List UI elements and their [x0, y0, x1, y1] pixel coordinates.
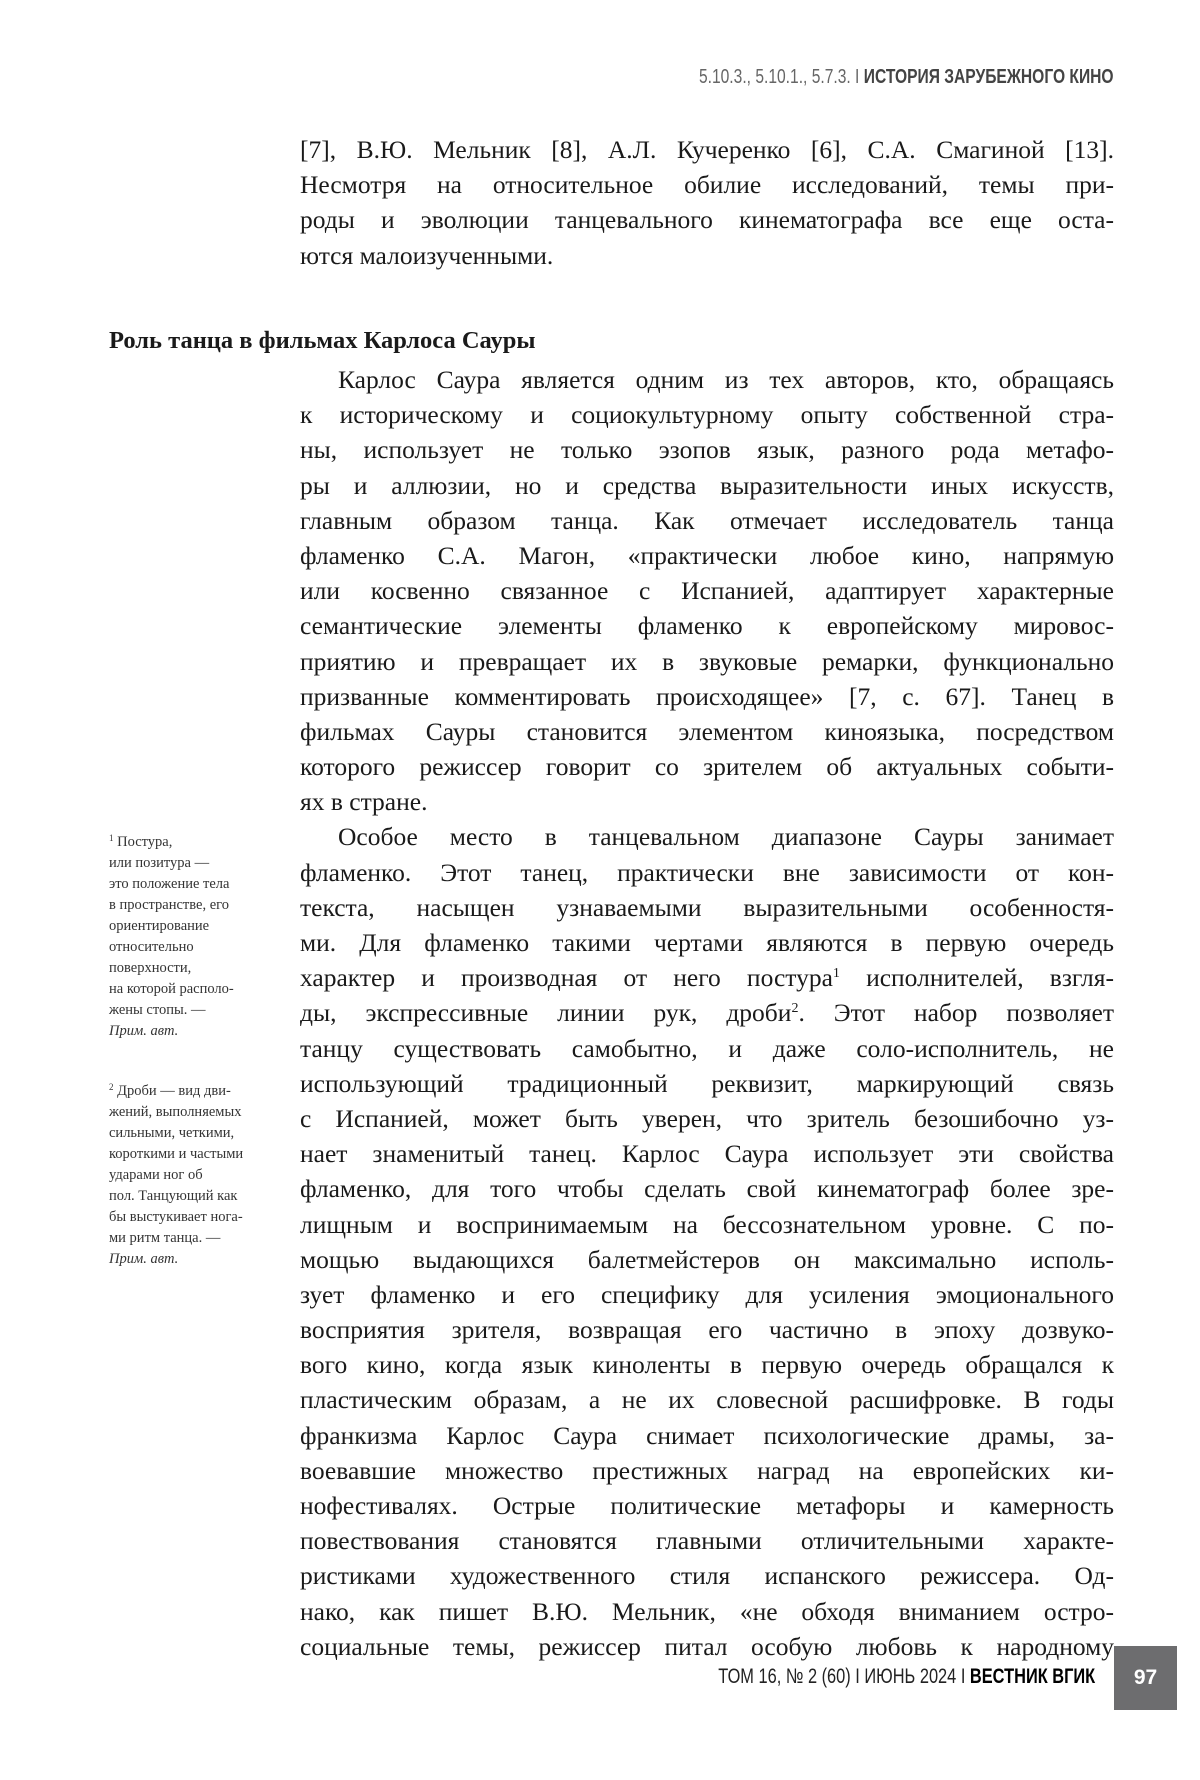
text-line: фламенко С.А. Магон, «практически любое кино, напрямую [300, 538, 1114, 573]
sidenote-text: бы выстукивает нога- [109, 1209, 243, 1225]
text-segment: ды, экспрессивные линии рук, дроби [300, 998, 791, 1027]
text-line: использующий традиционный реквизит, маркирующий связь [300, 1066, 1114, 1101]
sidenote-text: короткими и частыми [109, 1146, 243, 1162]
sidenote-line [109, 1207, 289, 1228]
sidenote-text: ориентирование [109, 918, 209, 934]
text-segment: . Этот набор позволяет [798, 998, 1114, 1027]
sidenote-2 [109, 1081, 289, 1270]
sidenote-text: в пространстве, его [109, 897, 229, 913]
text-line: призванные комментировать происходящее» [7, с. 67]. Танец в [300, 679, 1114, 714]
text-line: зует фламенко и его специфику для усиления эмоционального [300, 1277, 1114, 1312]
sidenote-line [109, 874, 289, 895]
footer-issue: ТОМ 16, № 2 (60) I ИЮНЬ 2024 I [718, 1665, 970, 1688]
sidenote-line [109, 1000, 289, 1021]
text-line: восприятия зрителя, возвращая его частично в эпоху дозвуко- [300, 1312, 1114, 1347]
sidenote-text: относительно [109, 939, 194, 955]
sidenote-line [109, 1186, 289, 1207]
text-line: ры и аллюзии, но и средства выразительности иных искусств, [300, 468, 1114, 503]
text-line: роды и эволюции танцевального кинематографа все еще оста- [300, 202, 1114, 237]
sidenote-text: пол. Танцующий как [109, 1188, 237, 1204]
sidenote-line [109, 916, 289, 937]
footer-journal: ВЕСТНИК ВГИК [970, 1665, 1095, 1688]
sidenote-text: поверхности, [109, 960, 191, 976]
sidenote-line [109, 1102, 289, 1123]
text-line: ми. Для фламенко такими чертами являются в первую очередь [300, 925, 1114, 960]
sidenote-1 [109, 832, 289, 1042]
sidenote-text: ми ритм танца. — [109, 1230, 220, 1246]
text-line: ны, использует не только эзопов язык, разного рода метафо- [300, 432, 1114, 467]
text-line: главным образом танца. Как отмечает исследователь танца [300, 503, 1114, 538]
text-line: или косвенно связанное с Испанией, адаптирует характерные [300, 573, 1114, 608]
text-line: нает знаменитый танец. Карлос Саура использует эти свойства [300, 1136, 1114, 1171]
text-line: социальные темы, режиссер питал особую любовь к народному [300, 1629, 1114, 1664]
text-line: пластическим образам, а не их словесной расшифровке. В годы [300, 1382, 1114, 1417]
text-line: нако, как пишет В.Ю. Мельник, «не обходя вниманием остро- [300, 1594, 1114, 1629]
running-header [699, 66, 1114, 89]
text-line: текста, насыщен узнаваемыми выразительными особенностя- [300, 890, 1114, 925]
text-line: фламенко. Этот танец, практически вне зависимости от кон- [300, 855, 1114, 890]
text-line: ях в стране. [300, 784, 1114, 819]
sidenote-attribution: Прим. авт. [109, 1021, 289, 1042]
text-line: фламенко, для того чтобы сделать свой кинематограф более зре- [300, 1171, 1114, 1206]
sidenote-line [109, 1081, 289, 1102]
sidenote-line [109, 853, 289, 874]
text-line: танцу существовать самобытно, и даже соло-исполнитель, не [300, 1031, 1114, 1066]
sidenote-text: жены стопы. — [109, 1002, 205, 1018]
sidenote-number: 1 [109, 833, 114, 843]
section-heading: Роль танца в фильмах Карлоса Сауры [109, 327, 536, 355]
page-number: 97 [1114, 1646, 1177, 1710]
sidenote-text: Постура, [117, 834, 172, 850]
text-line: Особое место в танцевальном диапазоне Сауры занимает [300, 819, 1114, 854]
text-line: к историческому и социокультурному опыту собственной стра- [300, 397, 1114, 432]
sidenote-attribution: Прим. авт. [109, 1249, 289, 1270]
text-line [300, 995, 1114, 1030]
text-line: [7], В.Ю. Мельник [8], А.Л. Кучеренко [6], С.А. Смагиной [13]. [300, 132, 1114, 167]
running-footer [718, 1665, 1095, 1689]
sidenote-text: ударами ног об [109, 1167, 203, 1183]
sidenote-number: 2 [109, 1082, 114, 1092]
text-line: приятию и превращает их в звуковые ремарки, функционально [300, 644, 1114, 679]
sidenote-text: жений, выполняемых [109, 1104, 241, 1120]
text-segment: исполнителей, взгля- [840, 963, 1114, 992]
text-line [300, 960, 1114, 995]
text-line: семантические элементы фламенко к европейскому мировос- [300, 608, 1114, 643]
text-line: Несмотря на относительное обилие исследований, темы при- [300, 167, 1114, 202]
text-line: ются малоизученными. [300, 238, 1114, 273]
text-line: воевавшие множество престижных наград на европейских ки- [300, 1453, 1114, 1488]
text-segment: характер и производная от него постура [300, 963, 833, 992]
sidenote-line [109, 958, 289, 979]
sidenote-text: или позитура — [109, 855, 209, 871]
sidenote-line [109, 895, 289, 916]
text-line: повествования становятся главными отличительными характе- [300, 1523, 1114, 1558]
text-line: с Испанией, может быть уверен, что зритель безошибочно уз- [300, 1101, 1114, 1136]
body-column [300, 362, 1114, 1664]
text-line: лищным и воспринимаемым на бессознательном уровне. С по- [300, 1207, 1114, 1242]
sidenote-line [109, 832, 289, 853]
sidenote-text: Дроби — вид дви- [117, 1083, 231, 1099]
sidenote-line [109, 937, 289, 958]
footnote-ref: 1 [833, 966, 840, 981]
header-section: ИСТОРИЯ ЗАРУБЕЖНОГО КИНО [864, 66, 1114, 88]
text-line: нофестивалях. Острые политические метафоры и камерность [300, 1488, 1114, 1523]
text-line: которого режиссер говорит со зрителем об актуальных событи- [300, 749, 1114, 784]
sidenote-line [109, 1228, 289, 1249]
text-line: мощью выдающихся балетмейстеров он максимально исполь- [300, 1242, 1114, 1277]
text-line: франкизма Карлос Саура снимает психологические драмы, за- [300, 1418, 1114, 1453]
sidenote-line [109, 1165, 289, 1186]
paragraph-intro-end [300, 132, 1114, 273]
sidenote-line [109, 1144, 289, 1165]
text-line: фильмах Сауры становится элементом киноязыка, посредством [300, 714, 1114, 749]
sidenote-text: сильными, четкими, [109, 1125, 234, 1141]
header-codes: 5.10.3., 5.10.1., 5.7.3. I [699, 66, 864, 88]
footnote-ref: 2 [791, 1001, 798, 1016]
text-line: Карлос Саура является одним из тех авторов, кто, обращаясь [300, 362, 1114, 397]
sidenote-line [109, 1123, 289, 1144]
text-line: вого кино, когда язык киноленты в первую очередь обращался к [300, 1347, 1114, 1382]
sidenote-text: на которой располо- [109, 981, 234, 997]
sidenote-text: это положение тела [109, 876, 229, 892]
sidenote-line [109, 979, 289, 1000]
text-line: ристиками художественного стиля испанского режиссера. Од- [300, 1558, 1114, 1593]
